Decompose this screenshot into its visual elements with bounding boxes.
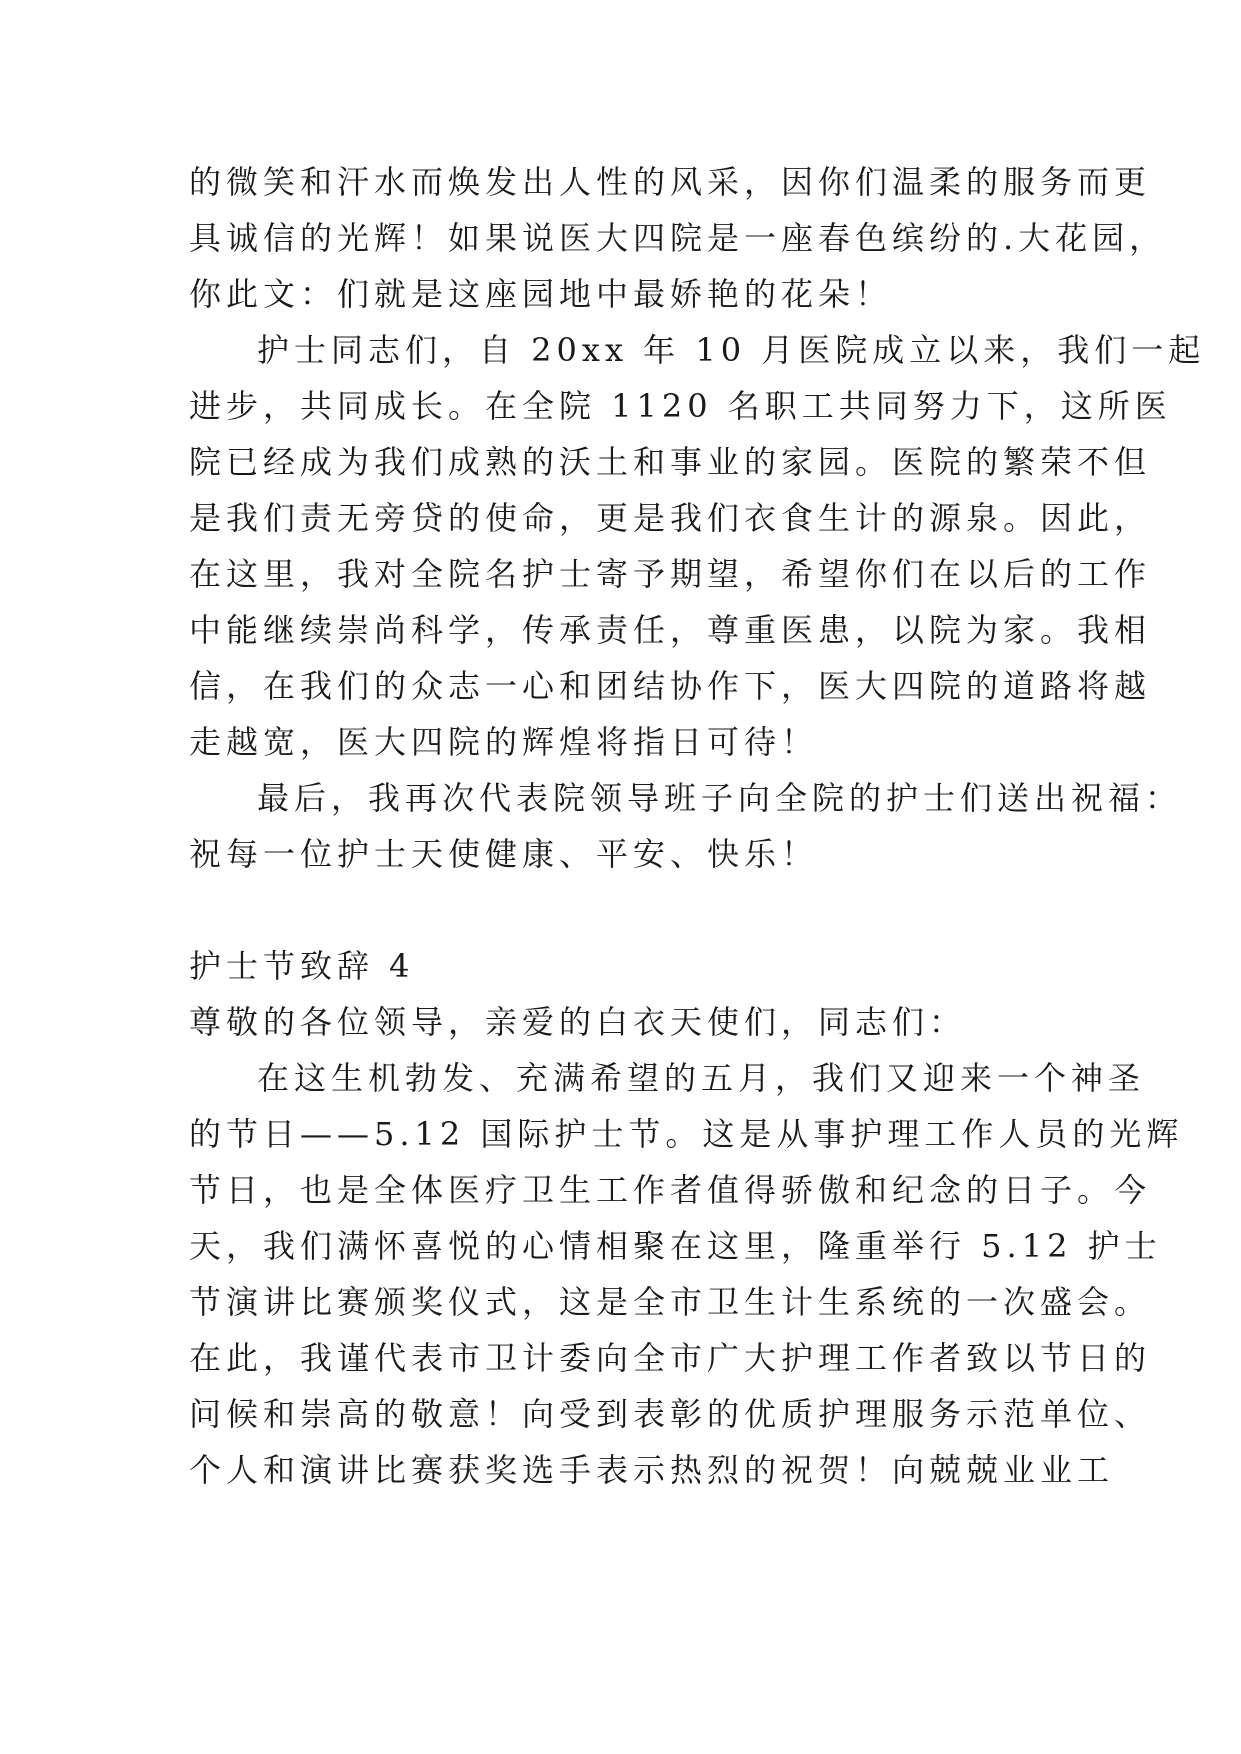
text-line: 护士同志们，自 20xx 年 10 月医院成立以来，我们一起	[257, 331, 1206, 369]
text-line: 节演讲比赛颁奖仪式，这是全市卫生计生系统的一次盛会。	[189, 1283, 1152, 1321]
text-line: 走越宽，医大四院的辉煌将指日可待！	[189, 723, 819, 761]
text-line: 最后，我再次代表院领导班子向全院的护士们送出祝福：	[257, 779, 1183, 817]
text-line: 具诚信的光辉！如果说医大四院是一座春色缤纷的.大花园，	[189, 219, 1167, 257]
text-line: 信，在我们的众志一心和团结协作下，医大四院的道路将越	[189, 667, 1152, 705]
salutation: 尊敬的各位领导，亲爱的白衣天使们，同志们：	[189, 1003, 967, 1041]
text-line: 是我们责无旁贷的使命，更是我们衣食生计的源泉。因此，	[189, 499, 1152, 537]
text-line: 在这里，我对全院名护士寄予期望，希望你们在以后的工作	[189, 555, 1152, 593]
text-line: 中能继续崇尚科学，传承责任，尊重医患，以院为家。我相	[189, 611, 1152, 649]
text-line: 进步，共同成长。在全院 1120 名职工共同努力下，这所医	[189, 387, 1172, 425]
text-line: 节日，也是全体医疗卫生工作者值得骄傲和纪念的日子。今	[189, 1171, 1152, 1209]
text-line: 院已经成为我们成熟的沃土和事业的家园。医院的繁荣不但	[189, 443, 1152, 481]
text-line: 的节日——5.12 国际护士节。这是从事护理工作人员的光辉	[189, 1115, 1184, 1153]
text-line: 你此文：们就是这座园地中最娇艳的花朵！	[189, 275, 893, 313]
text-line: 在此，我谨代表市卫计委向全市广大护理工作者致以节日的	[189, 1339, 1152, 1377]
text-line: 天，我们满怀喜悦的心情相聚在这里，隆重举行 5.12 护士	[189, 1227, 1162, 1265]
text-line: 祝每一位护士天使健康、平安、快乐！	[189, 835, 819, 873]
text-line: 的微笑和汗水而焕发出人性的风采，因你们温柔的服务而更	[189, 163, 1152, 201]
section-title: 护士节致辞 4	[189, 947, 415, 985]
text-line: 在这生机勃发、充满希望的五月，我们又迎来一个神圣	[257, 1059, 1146, 1097]
text-line: 个人和演讲比赛获奖选手表示热烈的祝贺！向兢兢业业工	[189, 1451, 1115, 1489]
text-line: 问候和崇高的敬意！向受到表彰的优质护理服务示范单位、	[189, 1395, 1152, 1433]
